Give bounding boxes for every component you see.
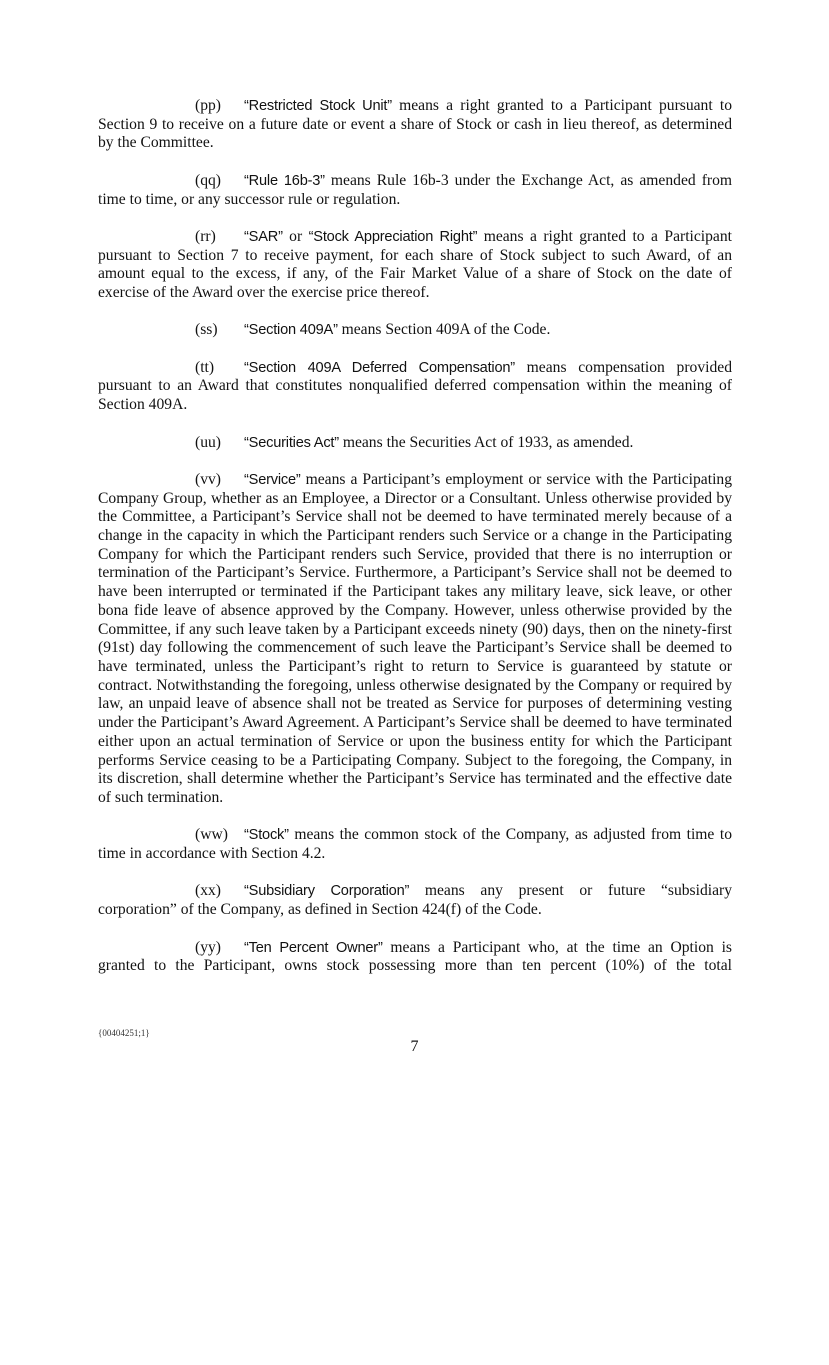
item-label: (ss) xyxy=(195,321,218,339)
item-label: (qq) xyxy=(195,171,221,189)
definition-text: means Rule 16b-3 under the Exchange Act, as amended from time to time, or any successor rule or regulation. xyxy=(98,171,733,208)
defined-term: “Ten Percent Owner” xyxy=(244,939,383,956)
document-body xyxy=(98,97,732,995)
definition-yy xyxy=(98,939,732,976)
defined-term: “Section 409A” xyxy=(244,322,338,339)
definition-pp xyxy=(98,97,732,153)
defined-term: “SAR” xyxy=(244,228,283,245)
definition-text: means the common stock of the Company, as adjusted from time to time in accordance with Section 4.2. xyxy=(98,826,732,863)
defined-term: “Stock” xyxy=(244,827,289,844)
definition-qq xyxy=(98,172,732,209)
definition-rr xyxy=(98,228,732,303)
term-connector: or xyxy=(282,227,309,245)
defined-term: “Restricted Stock Unit” xyxy=(244,98,392,114)
defined-term: “Rule 16b-3” xyxy=(244,172,325,189)
defined-term: “Securities Act” xyxy=(244,434,339,451)
defined-term-alt: “Stock Appreciation Right” xyxy=(308,228,478,245)
definition-ww xyxy=(98,826,732,863)
definition-text: means a Participant who, at the time an Option is granted to the Participant, owns stock possessing more than ten percent (10%) of the total xyxy=(98,938,732,975)
defined-term: “Section 409A Deferred Compensation” xyxy=(244,359,515,376)
definition-text: means a Participant’s employment or service with the Participating Company Group, whether as an Employee, a Director or a Consultant. Unless otherwise provided by the Committee, a Participant’s Service shall not be deemed to have terminated merely because of a change in the capacity in which the Participant renders such Service or a change in the Participating Company for which the Participant renders such Service, provided that there is no interruption or termination of the Participant’s Service. Furthermore, a Participant’s Service shall not be deemed to have been interrupted or terminated if the Participant takes any military leave, sick leave, or other bona fide leave of absence approved by the Company. However, unless otherwise provided by the Committee, if any such leave taken by a Participant exceeds ninety (90) days, then on the ninety-first (91st) day following the commencement of such leave the Participant’s Service shall be deemed to have terminated, unless the Participant’s right to return to Service is guaranteed by statute or contract. Notwithstanding the foregoing, unless otherwise designated by the Company or required by law, an unpaid leave of absence shall not be treated as Service for purposes of determining vesting under the Participant’s Award Agreement. A Participant’s Service shall be deemed to have terminated either upon an actual termination of Service or upon the business entity for which the Participant performs Service ceasing to be a Participating Company. Subject to the foregoing, the Company, in its discretion, shall determine whether the Participant’s Service has terminated and the effective date of such termination. xyxy=(98,470,732,806)
definition-text: means a right granted to a Participant pursuant to Section 9 to receive on a future date or event a share of Stock or cash in lieu thereof, as determined by the Committee. xyxy=(98,97,732,152)
item-label: (ww) xyxy=(195,826,228,844)
definition-tt xyxy=(98,359,732,415)
definition-ss xyxy=(98,321,732,340)
document-id: {00404251;1} xyxy=(98,1028,150,1038)
definition-text: means compensation provided pursuant to an Award that constitutes nonqualified deferred compensation within the meaning of Section 409A. xyxy=(98,358,732,414)
item-label: (rr) xyxy=(195,227,216,245)
defined-term: “Service” xyxy=(244,471,301,488)
item-label: (xx) xyxy=(195,882,221,900)
definition-uu xyxy=(98,434,732,453)
definition-text: means Section 409A of the Code. xyxy=(337,321,551,339)
defined-term: “Subsidiary Corporation” xyxy=(244,883,410,900)
item-label: (yy) xyxy=(195,938,221,956)
definition-text: means a right granted to a Participant pursuant to Section 7 to receive payment, for each share of Stock subject to such Award, of an amount equal to the excess, if any, of the Fair Market Value of a share of Stock on the date of exercise of the Award over the exercise price thereof. xyxy=(98,227,732,301)
item-label: (uu) xyxy=(195,433,221,451)
definition-vv xyxy=(98,471,732,808)
page-number: 7 xyxy=(410,1038,419,1055)
definition-text: means any present or future “subsidiary corporation” of the Company, as defined in Section 424(f) of the Code. xyxy=(98,882,732,919)
item-label: (tt) xyxy=(195,358,215,376)
definition-xx xyxy=(98,882,732,919)
definition-text: means the Securities Act of 1933, as amended. xyxy=(338,433,634,451)
item-label: (vv) xyxy=(195,470,221,488)
item-label: (pp) xyxy=(195,97,221,114)
